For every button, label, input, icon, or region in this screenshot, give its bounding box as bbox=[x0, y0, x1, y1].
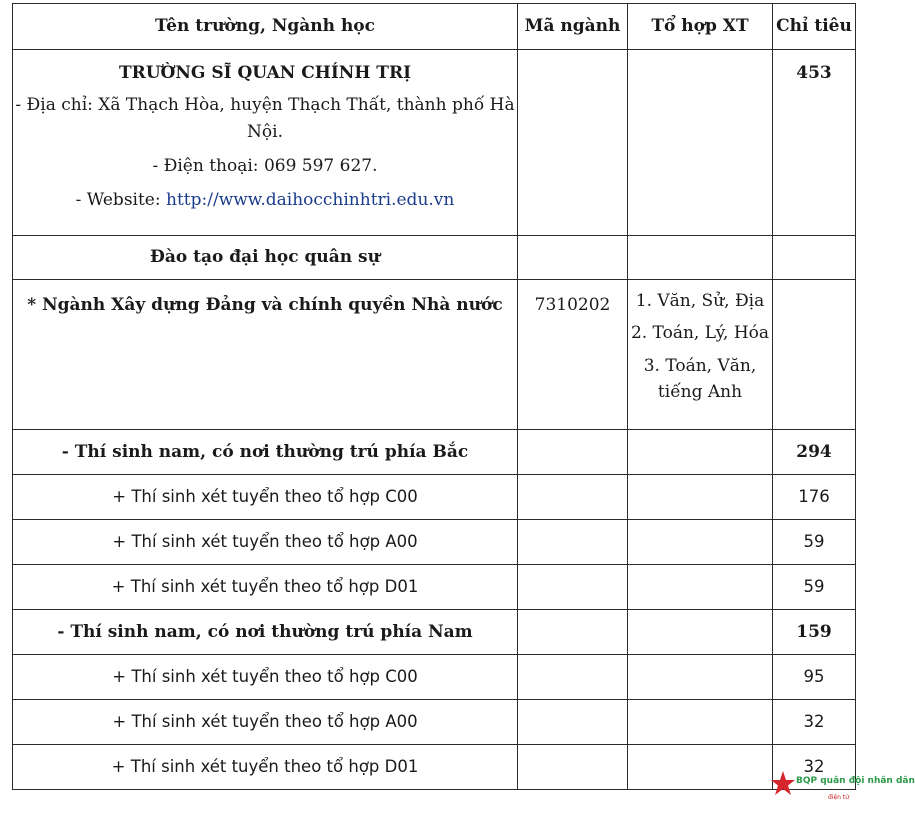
row-label: + Thí sinh xét tuyển theo tổ hợp D01 bbox=[13, 565, 518, 610]
major-combos bbox=[628, 280, 773, 430]
school-combo-cell bbox=[628, 50, 773, 236]
section-title: Đào tạo đại học quân sự bbox=[13, 236, 518, 280]
row-label: + Thí sinh xét tuyển theo tổ hợp C00 bbox=[13, 655, 518, 700]
quota-row bbox=[13, 655, 856, 700]
header-quota: Chỉ tiêu bbox=[773, 4, 856, 50]
school-address-line2: Nội. bbox=[247, 121, 283, 142]
row-quota: 159 bbox=[773, 610, 856, 655]
admission-table bbox=[12, 3, 856, 790]
star-icon bbox=[770, 770, 796, 796]
school-name: TRƯỜNG SĨ QUAN CHÍNH TRỊ bbox=[118, 63, 412, 83]
quota-row bbox=[13, 745, 856, 790]
school-website bbox=[13, 187, 517, 221]
quota-row bbox=[13, 430, 856, 475]
combo-3: 3. Toán, Văn, tiếng Anh bbox=[643, 355, 757, 403]
header-row bbox=[13, 4, 856, 50]
website-label: - Website: bbox=[75, 190, 167, 211]
quota-row bbox=[13, 610, 856, 655]
quota-row bbox=[13, 520, 856, 565]
quota-row bbox=[13, 565, 856, 610]
watermark-line2: điện tử bbox=[828, 794, 850, 801]
row-quota: 32 bbox=[773, 700, 856, 745]
quota-row bbox=[13, 475, 856, 520]
row-label: + Thí sinh xét tuyển theo tổ hợp D01 bbox=[13, 745, 518, 790]
combo-1: 1. Văn, Sử, Địa bbox=[635, 291, 765, 311]
row-label: + Thí sinh xét tuyển theo tổ hợp C00 bbox=[13, 475, 518, 520]
row-quota: 59 bbox=[773, 565, 856, 610]
watermark-line1: BQP quân đội nhân dân bbox=[796, 776, 915, 786]
section-row bbox=[13, 236, 856, 280]
header-combo: Tổ hợp XT bbox=[628, 4, 773, 50]
row-label: - Thí sinh nam, có nơi thường trú phía Bắc bbox=[13, 430, 518, 475]
school-phone: - Điện thoại: 069 597 627. bbox=[152, 156, 378, 177]
school-code-cell bbox=[518, 50, 628, 236]
website-link[interactable]: http://www.daihocchinhtri.edu.vn bbox=[166, 190, 455, 211]
major-row bbox=[13, 280, 856, 430]
row-quota: 32 bbox=[773, 745, 856, 790]
row-quota: 59 bbox=[773, 520, 856, 565]
watermark-logo bbox=[770, 770, 915, 810]
major-name: * Ngành Xây dựng Đảng và chính quyền Nhà nước bbox=[13, 280, 518, 430]
school-info-cell bbox=[13, 50, 518, 236]
row-quota: 176 bbox=[773, 475, 856, 520]
row-label: + Thí sinh xét tuyển theo tổ hợp A00 bbox=[13, 520, 518, 565]
row-label: - Thí sinh nam, có nơi thường trú phía Nam bbox=[13, 610, 518, 655]
quota-row bbox=[13, 700, 856, 745]
row-quota: 95 bbox=[773, 655, 856, 700]
major-code: 7310202 bbox=[518, 280, 628, 430]
header-school-major: Tên trường, Ngành học bbox=[13, 4, 518, 50]
school-row bbox=[13, 50, 856, 236]
row-label: + Thí sinh xét tuyển theo tổ hợp A00 bbox=[13, 700, 518, 745]
combo-2: 2. Toán, Lý, Hóa bbox=[630, 323, 770, 344]
row-quota: 294 bbox=[773, 430, 856, 475]
school-address-line1: - Địa chỉ: Xã Thạch Hòa, huyện Thạch Thất, thành phố Hà bbox=[15, 95, 515, 116]
school-quota: 453 bbox=[773, 50, 856, 236]
header-major-code: Mã ngành bbox=[518, 4, 628, 50]
